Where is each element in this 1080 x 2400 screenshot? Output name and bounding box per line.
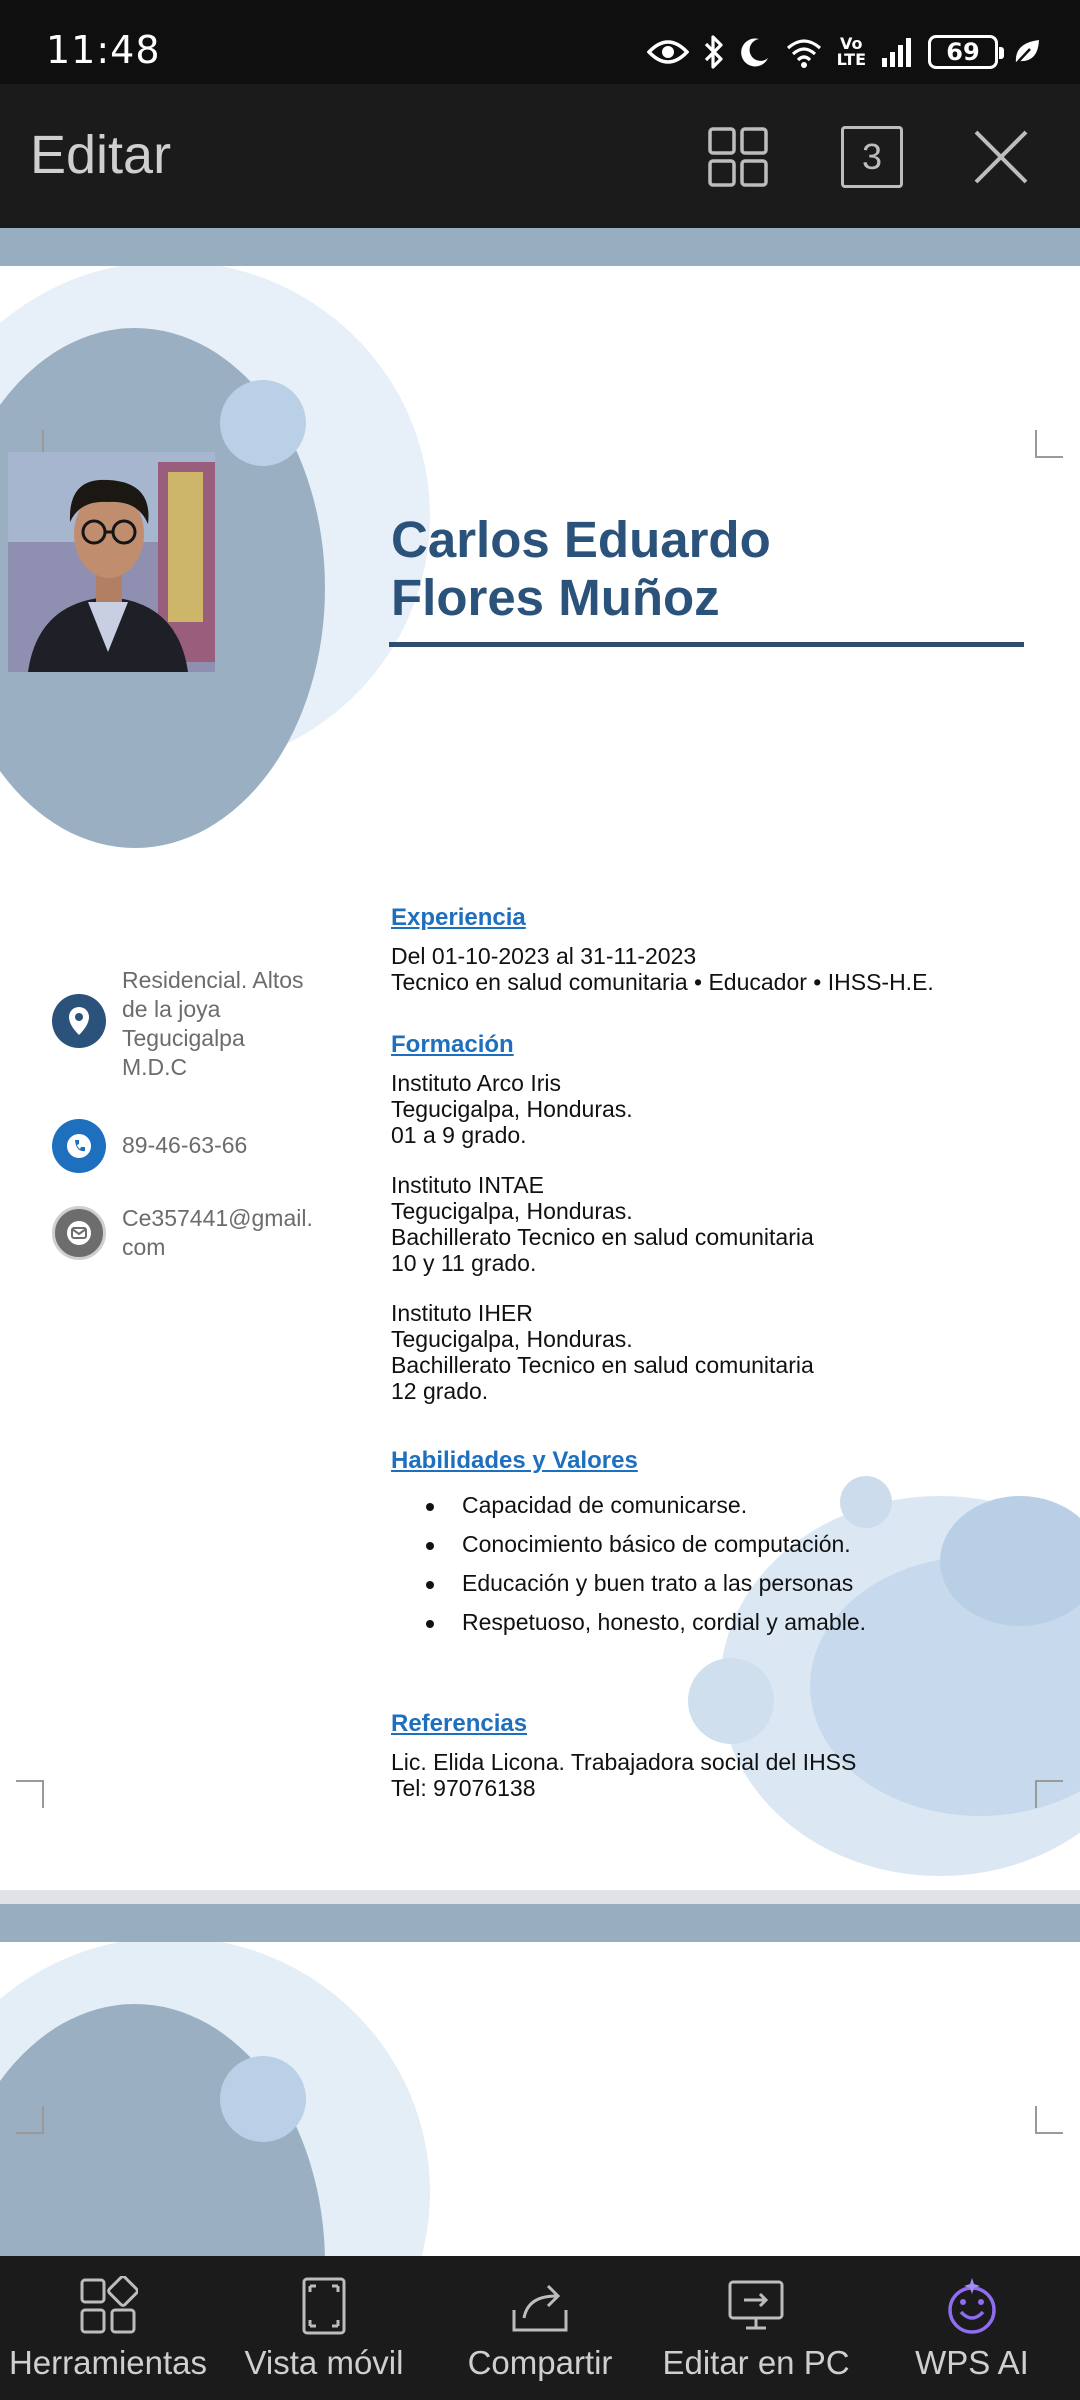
nav-label: Vista móvil: [244, 2344, 404, 2381]
page-band: [0, 228, 1080, 266]
skill-item: Conocimiento básico de computación.: [426, 1525, 1051, 1564]
editor-toolbar: [0, 84, 1080, 228]
crop-mark: [1035, 2106, 1063, 2134]
contact-email[interactable]: [52, 1206, 342, 1262]
page-count: 3: [861, 136, 883, 177]
skill-item: Educación y buen trato a las personas: [426, 1564, 1051, 1603]
experience-role: Tecnico en salud comunitaria • Educador • IHSS-H.E.: [391, 969, 934, 995]
share-icon: [510, 2276, 570, 2336]
tools-icon: [78, 2276, 138, 2336]
edit-on-pc-icon: [726, 2276, 786, 2336]
experience-section: [391, 903, 1051, 995]
education-entry: Instituto Arco Iris Tegucigalpa, Honduras. 01 a 9 grado.: [391, 1070, 633, 1148]
close-icon[interactable]: [970, 126, 1032, 188]
document-page: [0, 1942, 1080, 2256]
bluetooth-icon: [703, 34, 725, 70]
bottom-navigation: [0, 2256, 1080, 2400]
page-band: [0, 1904, 1080, 1942]
eye-icon: [647, 38, 689, 66]
skills-heading[interactable]: Habilidades y Valores: [391, 1447, 638, 1474]
skill-item: Capacidad de comunicarse.: [426, 1486, 1051, 1525]
grid-icon[interactable]: [707, 126, 769, 188]
editor-title: Editar: [30, 125, 172, 185]
wps-ai-icon: [942, 2276, 1002, 2336]
mobile-view-icon: [294, 2276, 354, 2336]
references-text: Lic. Elida Licona. Trabajadora social del IHSS Tel: 97076138: [391, 1749, 857, 1801]
experience-heading[interactable]: Experiencia: [391, 904, 526, 931]
crop-mark: [16, 1780, 44, 1808]
decor-circle: [220, 2056, 306, 2142]
references-heading[interactable]: Referencias: [391, 1710, 528, 1737]
leaf-icon: [1012, 37, 1042, 67]
education-entry: Instituto IHER Tegucigalpa, Honduras. Bachillerato Tecnico en salud comunitaria 12 grado.: [391, 1300, 814, 1404]
battery-icon: [928, 35, 998, 69]
nav-share[interactable]: [432, 2256, 648, 2400]
references-section: [391, 1709, 1051, 1801]
crop-mark: [1035, 430, 1063, 458]
skill-item: Respetuoso, honesto, cordial y amable.: [426, 1603, 1051, 1642]
document-viewport[interactable]: [0, 228, 1080, 2256]
nav-tools[interactable]: [0, 2256, 216, 2400]
candidate-name[interactable]: [391, 511, 771, 627]
moon-icon: [739, 36, 771, 68]
pages-button[interactable]: [841, 126, 903, 188]
battery-level: 69: [946, 38, 980, 66]
education-entry: Instituto INTAE Tegucigalpa, Honduras. Bachillerato Tecnico en salud comunitaria 10 y 11 grado.: [391, 1172, 814, 1276]
phone-text: 89-46-63-66: [122, 1132, 248, 1158]
nav-wps-ai[interactable]: [864, 2256, 1080, 2400]
name-line-2: Flores Muñoz: [391, 569, 720, 626]
status-icons: [647, 30, 1042, 74]
contact-phone[interactable]: [52, 1119, 342, 1173]
nav-label: WPS AI: [915, 2344, 1029, 2381]
document-page: [0, 266, 1080, 1890]
education-section: [391, 1030, 1051, 1404]
status-bar: [0, 0, 1080, 84]
nav-label: Editar en PC: [662, 2344, 850, 2381]
email-text: Ce357441@gmail. com: [122, 1205, 313, 1260]
profile-photo[interactable]: [8, 452, 215, 672]
name-divider: [389, 642, 1024, 647]
location-icon: [52, 994, 106, 1048]
contact-address[interactable]: [52, 966, 342, 1082]
name-line-1: Carlos Eduardo: [391, 511, 771, 568]
experience-dates: Del 01-10-2023 al 31-11-2023: [391, 943, 697, 969]
education-heading[interactable]: Formación: [391, 1031, 514, 1058]
wifi-icon: [785, 36, 823, 68]
nav-label: Compartir: [467, 2344, 613, 2381]
address-text: Residencial. Altos de la joya Tegucigalpa M.D.C: [122, 967, 304, 1080]
nav-mobile-view[interactable]: [216, 2256, 432, 2400]
phone-icon: [52, 1119, 106, 1173]
volte-icon: Vo LTE: [836, 34, 866, 69]
mail-icon: [52, 1206, 106, 1260]
skills-section: [391, 1446, 1051, 1642]
nav-label: Herramientas: [8, 2344, 208, 2381]
decor-circle: [220, 380, 306, 466]
clock: 11:48: [46, 28, 161, 72]
nav-edit-on-pc[interactable]: [648, 2256, 864, 2400]
skills-list: [426, 1486, 1051, 1642]
signal-icon: [880, 36, 914, 68]
crop-mark: [16, 2106, 44, 2134]
